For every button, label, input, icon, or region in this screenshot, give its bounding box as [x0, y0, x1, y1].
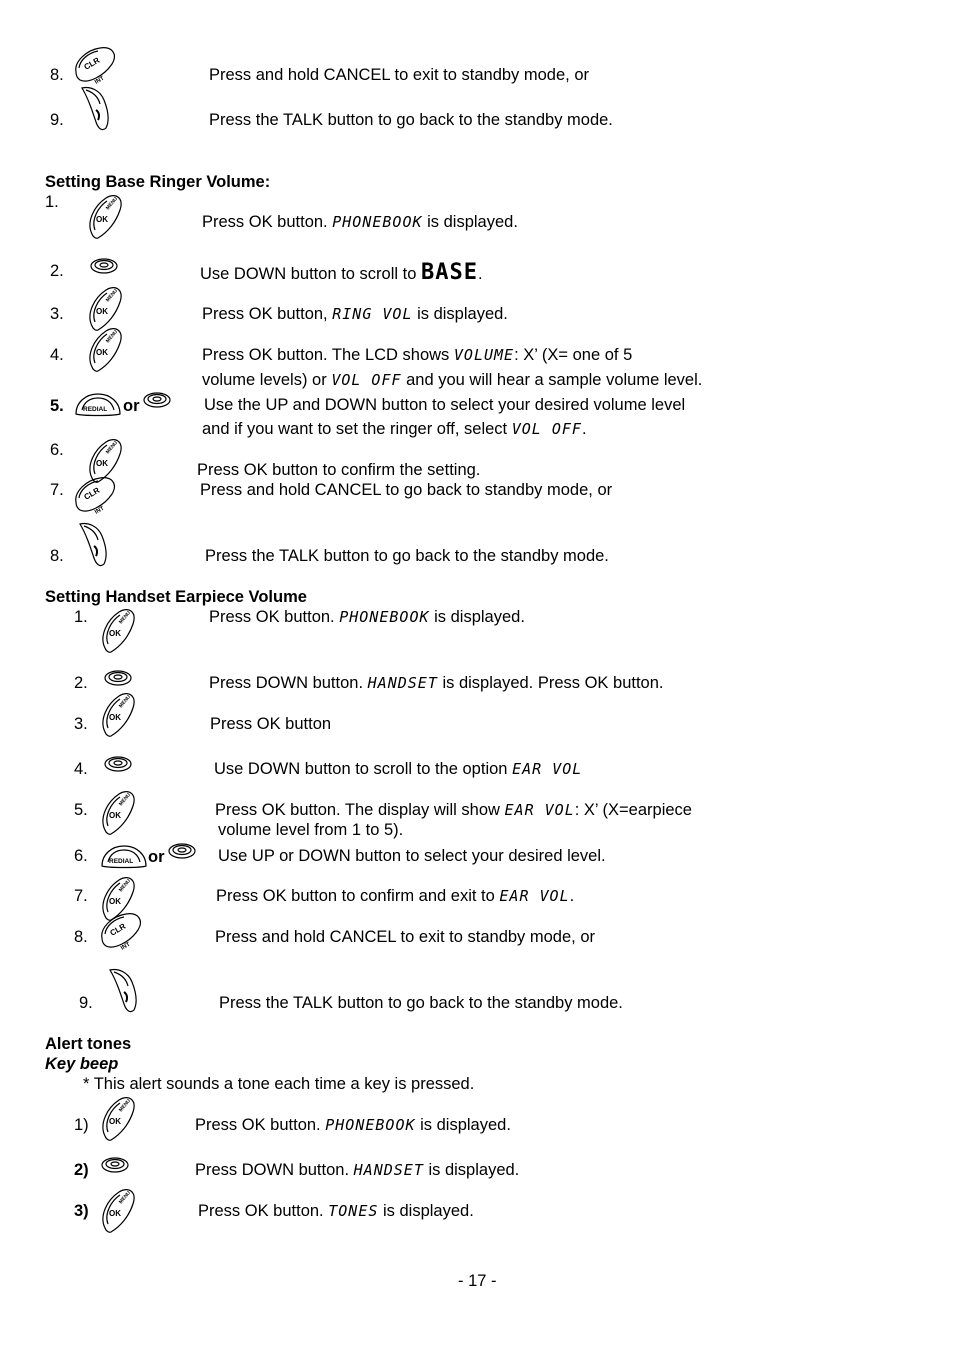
lcd-text: PHONEBOOK — [332, 213, 423, 231]
lcd-text: EAR VOL — [512, 760, 583, 778]
step-text: Press and hold CANCEL to go back to standby mode, or — [200, 481, 613, 499]
step-number: 8. — [50, 547, 64, 565]
step-text: Press OK button. The display will show EAR VOL: X’ (X=earpiece — [215, 801, 692, 819]
step-text: Press and hold CANCEL to exit to standby mode, or — [215, 928, 595, 946]
step-number: 2. — [50, 262, 64, 280]
step-text: Press DOWN button. HANDSET is displayed. Press OK button. — [209, 674, 664, 692]
ok-button-icon — [88, 325, 124, 373]
step-number: 8. — [50, 66, 64, 84]
step-number: 9. — [50, 111, 64, 129]
step-number: 9. — [79, 994, 93, 1012]
step-number: 8. — [74, 928, 88, 946]
step-text: Press OK button, RING VOL is displayed. — [202, 305, 508, 323]
redial-up-button-icon — [100, 844, 148, 870]
step-text: Use UP or DOWN button to select your desired level. — [218, 847, 606, 865]
step-number: 4. — [50, 346, 64, 364]
down-button-icon — [143, 392, 173, 410]
step-number: 1. — [74, 608, 88, 626]
down-button-icon — [90, 258, 120, 276]
step-text: volume levels) or VOL OFF and you will hear a sample volume level. — [202, 371, 703, 389]
step-text: Press DOWN button. HANDSET is displayed. — [195, 1161, 520, 1179]
step-number: 3) — [74, 1202, 89, 1220]
step-text: Press the TALK button to go back to the standby mode. — [219, 994, 623, 1012]
step-text: Press the TALK button to go back to the standby mode. — [209, 111, 613, 129]
page-number: - 17 - — [458, 1272, 497, 1290]
lcd-text: RING VOL — [332, 305, 413, 323]
section-heading: Alert tones — [45, 1035, 132, 1053]
step-number: 4. — [74, 760, 88, 778]
down-button-icon — [101, 1157, 131, 1175]
redial-up-button-icon — [74, 392, 122, 418]
lcd-text: HANDSET — [353, 1161, 424, 1179]
step-text: Press and hold CANCEL to exit to standby mode, or — [209, 66, 589, 84]
step-number: 6. — [74, 847, 88, 865]
lcd-text: EAR VOL — [504, 801, 575, 819]
step-text: Press OK button to confirm the setting. — [197, 461, 481, 479]
or-label: or — [123, 397, 140, 415]
lcd-text: VOL OFF — [511, 420, 582, 438]
cancel-button-icon — [100, 912, 146, 958]
step-number: 6. — [50, 441, 64, 459]
ok-button-icon — [101, 1186, 137, 1234]
talk-button-icon — [78, 520, 108, 568]
note-text: * This alert sounds a tone each time a key is pressed. — [83, 1075, 475, 1093]
step-number: 2. — [74, 674, 88, 692]
lcd-text: PHONEBOOK — [325, 1116, 416, 1134]
step-text: Press the TALK button to go back to the standby mode. — [205, 547, 609, 565]
ok-button-icon — [101, 690, 137, 738]
cancel-button-icon — [74, 476, 120, 522]
ok-button-icon — [101, 1094, 137, 1142]
lcd-text: BASE — [421, 260, 478, 285]
step-text: Press OK button. PHONEBOOK is displayed. — [202, 213, 518, 231]
step-text: Press OK button — [210, 715, 332, 733]
step-number: 7. — [50, 481, 64, 499]
step-text: Press OK button. TONES is displayed. — [198, 1202, 474, 1220]
step-text: volume level from 1 to 5). — [218, 821, 404, 839]
lcd-text: EAR VOL — [499, 887, 570, 905]
lcd-text: PHONEBOOK — [339, 608, 430, 626]
step-number: 2) — [74, 1161, 89, 1179]
step-number: 5. — [50, 397, 64, 415]
step-text: Use DOWN button to scroll to the option EAR VOL — [214, 760, 583, 778]
step-number: 5. — [74, 801, 88, 819]
or-label: or — [148, 848, 165, 866]
step-number: 3. — [74, 715, 88, 733]
lcd-text: HANDSET — [367, 674, 438, 692]
down-button-icon — [104, 670, 134, 688]
down-button-icon — [168, 843, 198, 861]
lcd-text: TONES — [328, 1202, 379, 1220]
step-text: Press OK button. PHONEBOOK is displayed. — [195, 1116, 511, 1134]
down-button-icon — [104, 756, 134, 774]
section-heading: Setting Base Ringer Volume: — [45, 173, 271, 191]
lcd-text: VOL OFF — [331, 371, 402, 389]
step-text: and if you want to set the ringer off, select VOL OFF. — [202, 420, 587, 438]
ok-button-icon — [101, 788, 137, 836]
talk-button-icon — [108, 966, 138, 1014]
talk-button-icon — [80, 84, 110, 132]
ok-button-icon — [101, 606, 137, 654]
step-text: Use DOWN button to scroll to BASE. — [200, 260, 483, 285]
subsection-heading: Key beep — [45, 1055, 119, 1073]
step-text: Press OK button. The LCD shows VOLUME: X’ (X= one of 5 — [202, 346, 633, 364]
section-heading: Setting Handset Earpiece Volume — [45, 588, 307, 606]
step-number: 1. — [45, 193, 59, 211]
lcd-text: VOLUME — [453, 346, 515, 364]
step-text: Press OK button. PHONEBOOK is displayed. — [209, 608, 525, 626]
step-text: Press OK button to confirm and exit to EAR VOL. — [216, 887, 575, 905]
ok-button-icon — [88, 192, 124, 240]
step-number: 7. — [74, 887, 88, 905]
step-number: 3. — [50, 305, 64, 323]
step-number: 1) — [74, 1116, 89, 1134]
step-text: Use the UP and DOWN button to select your desired volume level — [204, 396, 686, 414]
